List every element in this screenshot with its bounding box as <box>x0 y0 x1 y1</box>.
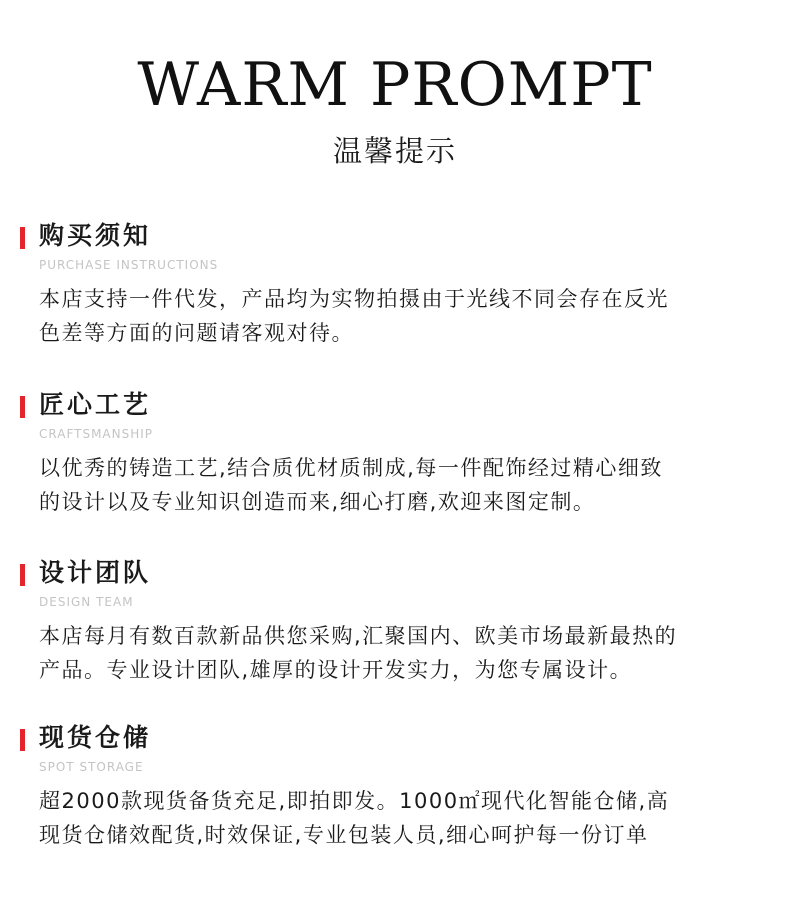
section-subtitle: DESIGN TEAM <box>39 595 134 609</box>
body-line: 以优秀的铸造工艺,结合质优材质制成,每一件配饰经过精心细致 <box>39 456 663 480</box>
section-title: 设计团队 <box>39 558 152 587</box>
body-line: 的设计以及专业知识创造而来,细心打磨,欢迎来图定制。 <box>39 490 596 514</box>
accent-bar <box>20 396 25 418</box>
accent-bar <box>20 729 25 751</box>
main-title: WARM PROMPT <box>137 50 653 120</box>
accent-bar <box>20 564 25 586</box>
section-subtitle: SPOT STORAGE <box>39 760 144 774</box>
section-title: 购买须知 <box>39 221 152 250</box>
section-subtitle: PURCHASE INSTRUCTIONS <box>39 258 219 272</box>
section-title: 现货仓储 <box>39 723 152 752</box>
section-body <box>39 784 779 852</box>
section-body <box>39 282 779 350</box>
body-line: 本店每月有数百款新品供您采购,汇聚国内、欧美市场最新最热的 <box>39 624 678 648</box>
body-line: 本店支持一件代发，产品均为实物拍摄由于光线不同会存在反光 <box>39 287 669 311</box>
section-title: 匠心工艺 <box>39 390 152 419</box>
sub-title: 温馨提示 <box>332 134 457 168</box>
section-body <box>39 451 779 519</box>
body-line: 色差等方面的问题请客观对待。 <box>39 321 354 345</box>
body-line: 超2000款现货备货充足,即拍即发。1000㎡现代化智能仓储,高 <box>39 789 670 813</box>
section-body <box>39 619 779 687</box>
section-subtitle: CRAFTSMANSHIP <box>39 427 154 441</box>
body-line: 产品。专业设计团队,雄厚的设计开发实力，为您专属设计。 <box>39 658 633 682</box>
accent-bar <box>20 227 25 249</box>
body-line: 现货仓储效配货,时效保证,专业包装人员,细心呵护每一份订单 <box>39 823 649 847</box>
